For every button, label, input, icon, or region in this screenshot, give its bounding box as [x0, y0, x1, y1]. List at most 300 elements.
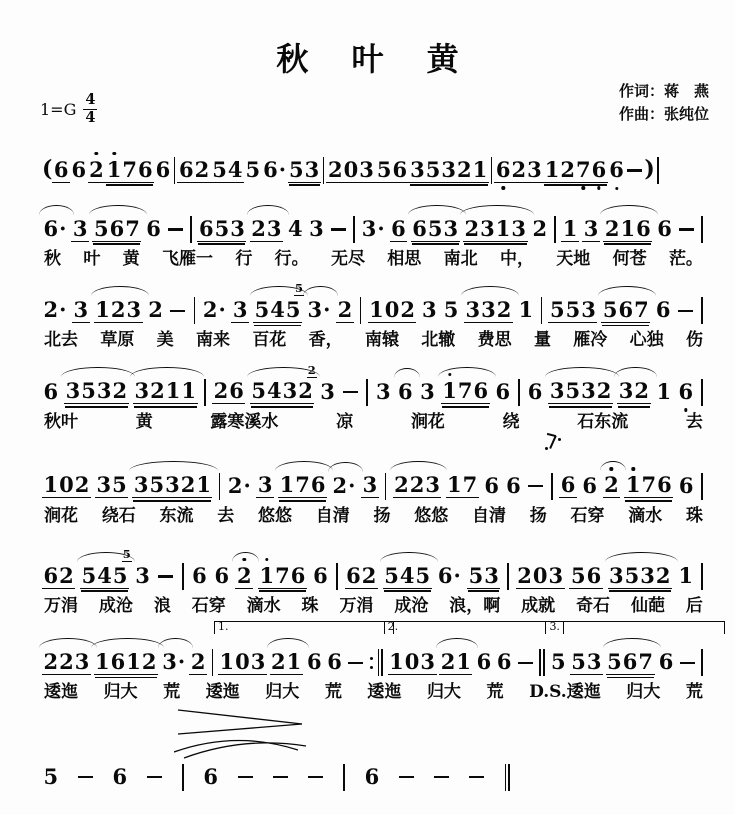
note-digit: 6 [198, 215, 214, 241]
lyric-syllable: 珠 [686, 505, 703, 526]
note-digit: 0 [59, 472, 74, 498]
note [442, 299, 460, 322]
note-digit: 3 [410, 156, 425, 182]
note-digit: 5 [443, 297, 459, 323]
lyric-syllable: 秋叶 [44, 411, 78, 432]
lyric-syllable: 奇石 [576, 596, 611, 616]
lyric-syllable: 石东流 [577, 411, 629, 432]
note-digit: 3 [230, 215, 245, 241]
barline-stroke [701, 379, 703, 406]
note-digit: 0 [404, 648, 420, 674]
note-digit: 3 [640, 562, 655, 588]
decoration [545, 447, 548, 450]
note-digit: 2 [194, 156, 210, 182]
decoration [147, 776, 162, 778]
lyric-syllable: 后 [685, 596, 703, 616]
note-digit: 6 [658, 649, 674, 675]
barline [360, 297, 362, 324]
note-digit: 5 [468, 562, 484, 588]
lyrics-row [36, 679, 711, 703]
lyric-syllable: 天地 [556, 249, 591, 269]
note-digit: 5 [245, 157, 261, 182]
note-digit: 6 [178, 156, 194, 182]
note-digit: 2 [43, 297, 59, 323]
note [202, 763, 220, 789]
note-digit: 5 [93, 215, 109, 241]
note-digit: 6 [527, 378, 543, 404]
lyric-syllable: 万涓 [44, 596, 78, 616]
note-digit: 2 [604, 215, 620, 241]
note-digit: 6 [657, 216, 672, 241]
lyric-syllable: 南辕 [364, 330, 399, 351]
lyric-syllable: 去 [685, 411, 703, 432]
slur-arc [158, 638, 193, 648]
note-digit: 1 [456, 648, 471, 674]
note-digit: 5 [254, 296, 270, 322]
note-digit: 7 [462, 472, 478, 498]
key-label: 1=G [40, 99, 77, 119]
composer-credit: 作曲：张纯位 [618, 104, 709, 123]
barline [182, 563, 184, 590]
note-digit: 2 [110, 296, 126, 322]
barline-stroke [539, 649, 541, 676]
note [677, 472, 695, 498]
barline-stroke [212, 649, 214, 676]
note-digit: 3 [441, 156, 456, 182]
barline [194, 297, 196, 324]
note [312, 565, 330, 588]
note-digit: 5 [425, 156, 441, 182]
octave-dot-above [112, 152, 115, 155]
lyric-syllable: 浪，啊 [449, 596, 501, 616]
note-digit: 0 [343, 156, 359, 182]
note-digit: 3 [135, 563, 150, 588]
note-digit: 5 [112, 472, 127, 498]
lyric-syllable: 凉 [336, 411, 354, 432]
note [494, 378, 512, 404]
slur-arc [438, 367, 496, 377]
note [161, 651, 187, 674]
lyric-syllable: 露寒溪水 [210, 411, 279, 432]
note-digit: 3 [362, 472, 378, 498]
time-signature [83, 92, 97, 126]
barline [551, 473, 553, 500]
note [463, 215, 528, 242]
note [624, 474, 673, 498]
note-digit: 0 [384, 296, 400, 322]
decrescendo-hairpin-icon [174, 700, 324, 760]
note-digit: 3 [548, 562, 564, 588]
decoration [273, 776, 288, 778]
note [656, 218, 674, 241]
note-digit: 6 [43, 378, 59, 404]
note-digit: 2 [655, 562, 671, 588]
slur-arc [380, 552, 438, 562]
note-digit: 5 [565, 378, 581, 403]
note [559, 474, 577, 498]
note-digit: 3 [480, 215, 495, 241]
note-digit: 3 [549, 378, 565, 403]
note-digit: 5 [602, 296, 618, 322]
note-digit: 6 [306, 649, 322, 675]
barline-stroke [360, 297, 362, 324]
note-digit: 5 [415, 562, 431, 588]
note-digit: 6 [192, 563, 207, 588]
note-digit: 2 [202, 297, 218, 323]
octave-dot-below [615, 187, 618, 190]
note [256, 474, 274, 498]
note-digit: 6 [71, 157, 87, 182]
music-system-3 [36, 283, 711, 351]
lyric-syllable: 南来 [195, 330, 230, 351]
note-digit: 2 [456, 156, 472, 182]
note [262, 159, 288, 182]
decoration [558, 438, 561, 441]
note [677, 378, 695, 404]
note [601, 296, 650, 323]
lyric-syllable: 归大 [626, 682, 661, 703]
note-digit: 1 [472, 156, 488, 182]
octave-dot-below [502, 186, 505, 189]
barline-stroke [551, 473, 553, 500]
note-digit: 2 [560, 156, 576, 182]
note-digit: 2 [517, 562, 532, 588]
note-digit: 4 [266, 378, 282, 403]
note-digit: 3 [72, 215, 88, 241]
note-digit: 3 [481, 296, 496, 322]
note-digit: 5 [212, 156, 227, 182]
music-system-4 [36, 362, 711, 433]
note-digit: 2 [74, 472, 90, 498]
note-digit: 6 [678, 472, 694, 498]
note-digit: 4 [97, 562, 112, 588]
decoration [308, 776, 323, 778]
note [570, 648, 603, 675]
note [308, 218, 326, 241]
music-system-8 [36, 750, 711, 794]
lyric-syllable: 费思 [477, 330, 512, 351]
note-digit: 6 [582, 472, 598, 498]
lyrics-row [36, 503, 711, 527]
barline [518, 379, 520, 406]
slur-arc [61, 367, 135, 377]
note-digit: 5 [251, 378, 266, 403]
lyric-syllable: 何苍 [612, 249, 647, 269]
barline-stroke [182, 563, 184, 590]
note-digit: 6 [346, 562, 361, 588]
barline [370, 649, 383, 676]
note [677, 565, 695, 588]
note-digit: 1 [219, 648, 235, 674]
note-digit: 2 [298, 378, 313, 403]
note [52, 156, 70, 183]
lyric-syllable: 石穿 [191, 596, 226, 616]
note [189, 648, 207, 675]
lyric-syllable: 仙葩 [630, 596, 665, 616]
lyric-syllable: 滴水 [628, 505, 663, 526]
lyric-syllable: 草原 [100, 330, 135, 351]
note-digit: 6 [146, 216, 161, 241]
note [235, 562, 253, 589]
note [250, 380, 315, 404]
lyric-syllable: D.S.逶迤 [529, 682, 601, 703]
note-digit: 1 [286, 648, 302, 674]
decoration [399, 776, 414, 778]
note [569, 562, 602, 589]
note-digit: 0 [532, 562, 548, 588]
slur-arc [600, 205, 658, 215]
barline-stroke [219, 473, 221, 500]
note-digit: 5 [565, 296, 581, 322]
note-digit: 3 [425, 472, 440, 498]
note-digit: 6 [398, 378, 413, 404]
lyric-syllable: 相思 [387, 249, 422, 269]
note-digit: 6 [110, 648, 126, 674]
note-digit: 3 [511, 215, 527, 241]
barline-stroke [491, 157, 493, 184]
slur-arc [303, 286, 338, 296]
note-digit: 3 [443, 215, 459, 241]
note-digit: 5 [149, 472, 165, 498]
music-systems [0, 136, 735, 794]
lyric-syllable: 归大 [426, 682, 461, 703]
music-system-1 [36, 142, 711, 188]
note-digit: · [278, 157, 287, 182]
note-digit: 7 [634, 296, 649, 322]
note [287, 218, 305, 241]
lyric-syllable: 叶 [83, 249, 101, 269]
note-digit: 6 [391, 215, 406, 241]
note-digit: 3 [126, 296, 142, 322]
note-digit: 3 [257, 472, 273, 498]
note [105, 156, 154, 183]
note [608, 159, 626, 182]
volta-number: 2. [387, 619, 399, 633]
lyric-syllable: 去 [217, 505, 235, 526]
note-digit: 3 [133, 472, 149, 498]
note [505, 472, 523, 498]
note [548, 380, 613, 404]
barline [701, 297, 703, 324]
barline-stroke [657, 157, 659, 184]
note-digit: 6 [203, 763, 218, 789]
note-digit: 6 [364, 763, 380, 789]
note [336, 296, 354, 323]
lyric-syllable: 自清 [472, 505, 506, 526]
note-digit: 6 [586, 562, 602, 588]
note-digit: 5 [285, 296, 301, 322]
volta-number: 1. [217, 619, 229, 633]
note-digit: 6 [495, 159, 511, 180]
slur-arc [598, 286, 656, 296]
note-digit: 1 [544, 156, 560, 182]
note [147, 299, 165, 322]
note-digit: 7 [457, 378, 473, 403]
notes-row [36, 362, 711, 409]
lyric-syllable: 量 [533, 330, 551, 351]
barline [336, 563, 338, 590]
note [42, 648, 91, 675]
note [441, 380, 490, 404]
note [543, 156, 608, 183]
note [212, 380, 245, 404]
notes-row [36, 202, 711, 246]
barline [212, 649, 214, 676]
note-digit: 3 [465, 296, 481, 322]
note-digit: 1 [562, 215, 578, 241]
barline-stroke [323, 157, 325, 184]
note-digit: · [218, 297, 226, 323]
barline-stroke [518, 379, 520, 406]
volta-bracket [545, 621, 725, 634]
note [375, 156, 408, 183]
notes-row [36, 283, 711, 327]
note-digit: 2 [236, 565, 252, 586]
lyric-syllable: 悠悠 [258, 505, 292, 526]
note-digit: 6 [476, 649, 492, 675]
note-digit: 6 [496, 649, 512, 675]
note [111, 763, 129, 789]
note [133, 380, 198, 404]
note-digit: · [59, 297, 67, 323]
dash-note [526, 485, 545, 487]
note [88, 156, 106, 183]
note-digit: 6 [437, 563, 453, 588]
note-digit: 7 [122, 156, 138, 182]
note-digit: 2 [511, 156, 527, 182]
dash-note [329, 228, 348, 230]
music-system-5 [36, 459, 711, 527]
barline-stroke [174, 157, 176, 184]
note-digit: 3 [361, 216, 377, 241]
note-digit: 5 [112, 562, 128, 588]
lyric-syllable: 南北 [443, 249, 478, 269]
note-digit: 2 [43, 648, 59, 674]
note [132, 474, 212, 498]
note [42, 763, 60, 789]
decoration [331, 228, 346, 230]
note-digit: 2 [440, 648, 456, 674]
lyric-syllable: 茫。 [668, 249, 703, 269]
lyric-syllable: 北去 [44, 330, 78, 351]
dash-note [145, 776, 164, 778]
note-digit: 2 [112, 378, 128, 403]
note-digit: 5 [376, 156, 392, 182]
lyric-syllable: 逶迤 [367, 682, 402, 703]
note [295, 281, 332, 323]
note-digit: 3 [165, 472, 180, 498]
note-digit: 2 [604, 474, 620, 495]
barline-stroke [366, 379, 368, 406]
note-digit: 2 [532, 216, 548, 241]
note [397, 378, 415, 404]
note-digit: 3 [422, 297, 437, 323]
dash-note [677, 228, 696, 230]
barline [385, 473, 387, 500]
note [258, 562, 307, 589]
note-digit: 3 [134, 378, 150, 403]
note-digit: 6 [657, 472, 672, 498]
barline [554, 216, 556, 243]
slur-arc [275, 461, 333, 471]
decoration [170, 310, 185, 312]
note [608, 562, 673, 589]
lyric-syllable: 东流 [159, 505, 194, 526]
note [361, 474, 379, 498]
note [368, 296, 417, 323]
note [42, 378, 60, 404]
note [390, 215, 408, 242]
note [244, 159, 262, 182]
decoration [348, 662, 363, 664]
note-digit: 1 [165, 378, 181, 403]
note-digit: 5 [289, 156, 304, 182]
dash-note [168, 310, 187, 312]
lyric-syllable: 成沧 [394, 596, 429, 616]
note-digit: 2 [596, 378, 612, 403]
note-digit: 1 [678, 563, 693, 588]
note-digit: 6 [473, 378, 489, 403]
note [92, 215, 141, 242]
note [603, 215, 652, 242]
note-digit: 6 [310, 472, 326, 498]
note [419, 378, 437, 404]
note-digit: 2 [227, 472, 243, 498]
dash-note [166, 228, 185, 230]
lyric-syllable: 悠悠 [414, 505, 449, 526]
notes-row [36, 750, 518, 794]
note-digit: 5 [384, 562, 399, 588]
note-digit: 4 [227, 156, 243, 182]
decoration [528, 485, 543, 487]
lyric-syllable: 万涓 [339, 596, 374, 616]
decoration [680, 662, 695, 664]
note-digit: 3 [96, 378, 112, 403]
note-digit: 6 [214, 563, 230, 588]
decoration [168, 228, 183, 230]
note [581, 472, 599, 498]
barline-stroke [194, 297, 196, 324]
note-digit: 6 [392, 156, 408, 182]
note-digit: 1 [625, 474, 641, 495]
note [213, 565, 231, 588]
slur-arc [247, 205, 289, 215]
note [582, 215, 600, 242]
note-digit: 6 [327, 649, 342, 675]
barline [343, 764, 345, 791]
note-digit: 1 [259, 565, 275, 586]
note-digit: 3 [65, 378, 81, 403]
note [145, 218, 163, 241]
note [421, 299, 439, 322]
barline-stroke [554, 216, 556, 243]
slur-arc [436, 638, 478, 648]
note [270, 648, 303, 675]
lyric-syllable: 石穿 [570, 505, 605, 526]
slur-arc [545, 367, 619, 377]
lyric-syllable: 行。 [274, 249, 309, 269]
repeat-dots-icon [370, 657, 373, 669]
note [42, 299, 68, 322]
grace-note: 5 [122, 547, 131, 561]
dash-note [236, 776, 255, 778]
note-digit: 6 [622, 648, 638, 674]
lyric-syllable: 扬 [373, 505, 391, 526]
note-digit: 2 [409, 472, 425, 498]
note-digit: 4 [288, 216, 303, 241]
repeat-dot [370, 657, 373, 660]
note-digit: 1 [495, 215, 511, 241]
